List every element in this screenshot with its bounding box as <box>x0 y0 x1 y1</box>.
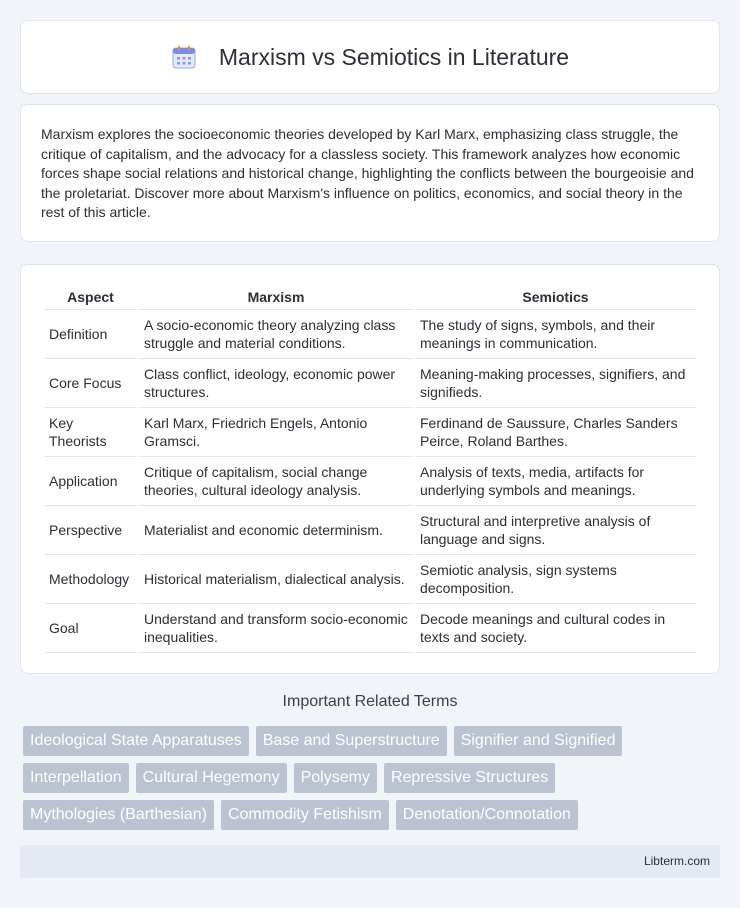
header-aspect: Aspect <box>44 285 137 310</box>
table-header-row <box>44 285 696 310</box>
cell-marxism: Materialist and economic determinism. <box>139 506 413 555</box>
intro-card <box>20 104 720 242</box>
cell-marxism: Class conflict, ideology, economic power structures. <box>139 359 413 408</box>
cell-semiotics: The study of signs, symbols, and their meanings in communication. <box>415 310 696 359</box>
cell-marxism: Critique of capitalism, social change theories, cultural ideology analysis. <box>139 457 413 506</box>
cell-semiotics: Analysis of texts, media, artifacts for underlying symbols and meanings. <box>415 457 696 506</box>
term-tag[interactable]: Cultural Hegemony <box>136 763 287 793</box>
cell-aspect: Definition <box>44 310 137 359</box>
cell-marxism: Karl Marx, Friedrich Engels, Antonio Gramsci. <box>139 408 413 457</box>
related-terms-list <box>23 726 723 837</box>
comparison-table-card <box>20 264 720 674</box>
cell-aspect: Goal <box>44 604 137 653</box>
cell-aspect: Key Theorists <box>44 408 137 457</box>
term-tag[interactable]: Polysemy <box>294 763 377 793</box>
cell-marxism: Understand and transform socio-economic inequalities. <box>139 604 413 653</box>
intro-text: Marxism explores the socioeconomic theories developed by Karl Marx, emphasizing class struggle, the critique of capitalism, and the advocacy for a classless society. This framework analyzes how economic forces shape social relations and historical change, highlighting the conflicts between the bourgeoisie and the proletariat. Discover more about Marxism's influence on politics, economics, and social theory in the rest of this article. <box>41 126 694 220</box>
term-tag[interactable]: Commodity Fetishism <box>221 800 389 830</box>
cell-semiotics: Decode meanings and cultural codes in texts and society. <box>415 604 696 653</box>
term-tag[interactable]: Interpellation <box>23 763 129 793</box>
calendar-icon <box>171 44 197 70</box>
related-terms-title: Important Related Terms <box>282 693 458 710</box>
footer <box>20 845 720 878</box>
cell-aspect: Application <box>44 457 137 506</box>
cell-semiotics: Ferdinand de Saussure, Charles Sanders Peirce, Roland Barthes. <box>415 408 696 457</box>
cell-aspect: Core Focus <box>44 359 137 408</box>
table-row <box>44 506 696 555</box>
cell-aspect: Perspective <box>44 506 137 555</box>
comparison-table <box>42 285 698 653</box>
term-tag[interactable]: Signifier and Signified <box>454 726 623 756</box>
table-row <box>44 604 696 653</box>
cell-marxism: A socio-economic theory analyzing class struggle and material conditions. <box>139 310 413 359</box>
table-row <box>44 310 696 359</box>
table-row <box>44 408 696 457</box>
footer-site-link[interactable]: Libterm.com <box>643 854 710 868</box>
cell-aspect: Methodology <box>44 555 137 604</box>
page-title: Marxism vs Semiotics in Literature <box>218 43 570 70</box>
table-row <box>44 457 696 506</box>
cell-marxism: Historical materialism, dialectical analysis. <box>139 555 413 604</box>
header-card <box>20 20 720 94</box>
term-tag[interactable]: Mythologies (Barthesian) <box>23 800 214 830</box>
cell-semiotics: Semiotic analysis, sign systems decomposition. <box>415 555 696 604</box>
table-row <box>44 359 696 408</box>
term-tag[interactable]: Denotation/Connotation <box>396 800 578 830</box>
term-tag[interactable]: Repressive Structures <box>384 763 555 793</box>
term-tag[interactable]: Ideological State Apparatuses <box>23 726 249 756</box>
term-tag[interactable]: Base and Superstructure <box>256 726 447 756</box>
header-marxism: Marxism <box>139 285 413 310</box>
cell-semiotics: Structural and interpretive analysis of language and signs. <box>415 506 696 555</box>
table-row <box>44 555 696 604</box>
cell-semiotics: Meaning-making processes, signifiers, and signifieds. <box>415 359 696 408</box>
header-semiotics: Semiotics <box>415 285 696 310</box>
